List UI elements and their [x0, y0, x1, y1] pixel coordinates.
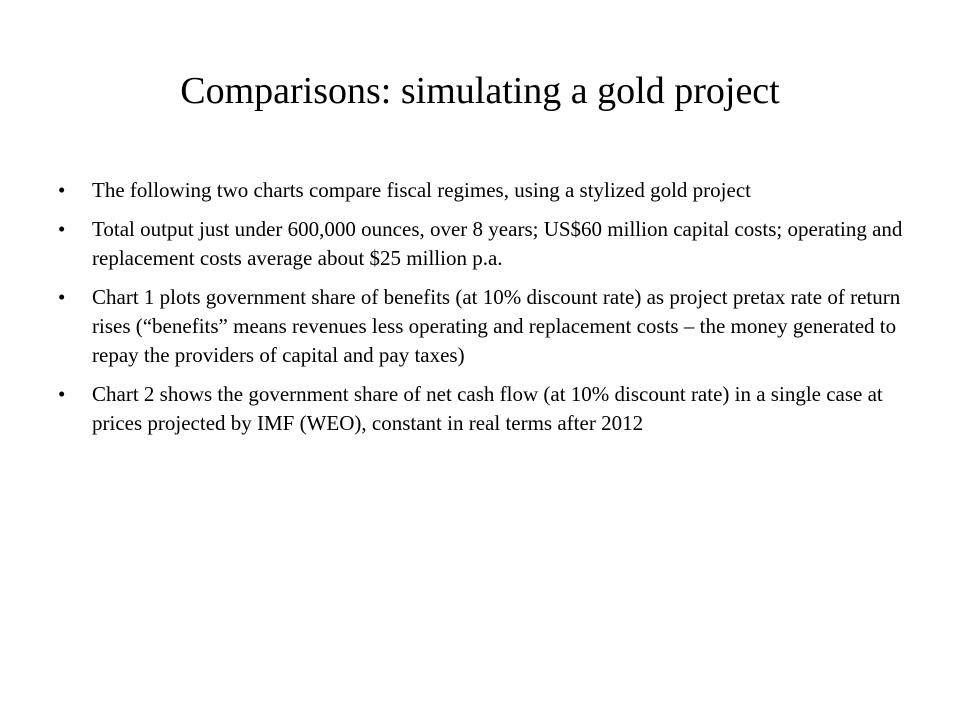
slide-title: Comparisons: simulating a gold project: [180, 70, 780, 112]
bullet-icon: •: [58, 285, 66, 309]
bullet-icon: •: [58, 217, 66, 241]
bullet-text: The following two charts compare fiscal regimes, using a stylized gold project: [92, 178, 751, 202]
bullet-item: [58, 283, 903, 370]
bullet-text: Chart 1 plots government share of benefits (at 10% discount rate) as project pretax rate of return rises (“benefits” means revenues less operating and replacement costs – the money generated to repay the providers of capital and pay taxes): [92, 285, 901, 367]
bullet-list: [58, 176, 903, 448]
bullet-item: [58, 176, 903, 205]
bullet-item: [58, 215, 903, 273]
bullet-item: [58, 380, 903, 438]
bullet-text: Chart 2 shows the government share of net cash flow (at 10% discount rate) in a single case at prices projected by IMF (WEO), constant in real terms after 2012: [92, 382, 883, 435]
bullet-icon: •: [58, 178, 66, 202]
bullet-icon: •: [58, 382, 66, 406]
bullet-text: Total output just under 600,000 ounces, over 8 years; US$60 million capital costs; operating and replacement costs average about $25 million p.a.: [92, 217, 903, 270]
